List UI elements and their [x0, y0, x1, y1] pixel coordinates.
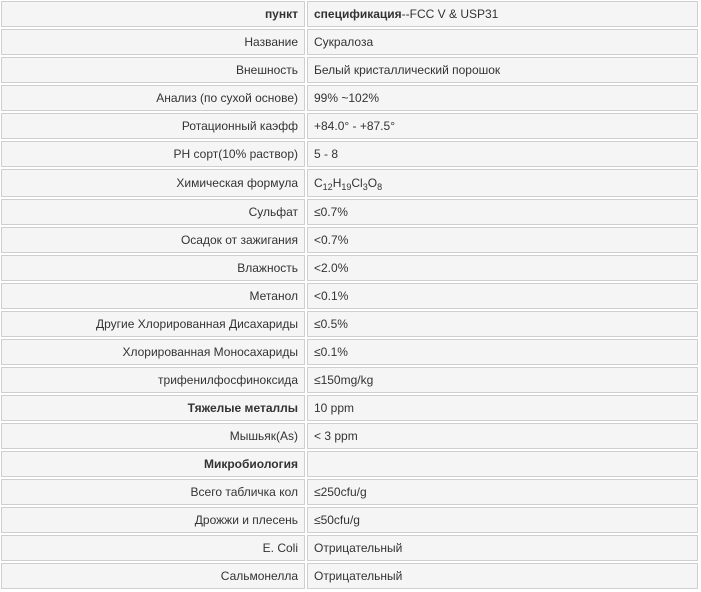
header-value-rest: --FCC V & USP31 [401, 7, 499, 21]
formula-value [307, 169, 698, 197]
row-value: Отрицательный [307, 535, 698, 561]
formula-row [1, 169, 698, 197]
row-label: Сульфат [1, 199, 305, 225]
formula-element-cl: Cl [351, 176, 363, 190]
row-label: Анализ (по сухой основе) [1, 85, 305, 111]
specification-table-body [1, 1, 698, 589]
row-value: 99% ~102% [307, 85, 698, 111]
formula-element-o: O [367, 176, 378, 190]
table-row [1, 311, 698, 337]
row-value: ≤150mg/kg [307, 367, 698, 393]
row-label: Название [1, 29, 305, 55]
formula-subscript: 12 [322, 182, 333, 192]
table-row [1, 283, 698, 309]
table-row [1, 479, 698, 505]
formula-label: Химическая формула [1, 169, 305, 197]
row-label: трифенилфосфиноксида [1, 367, 305, 393]
row-value: ≤0.1% [307, 339, 698, 365]
row-label: Сальмонелла [1, 563, 305, 589]
table-row [1, 141, 698, 167]
table-row [1, 535, 698, 561]
arsenic-value: < 3 ppm [307, 423, 698, 449]
formula-subscript: 8 [377, 182, 383, 192]
row-value: ≤250cfu/g [307, 479, 698, 505]
row-label: Влажность [1, 255, 305, 281]
table-row [1, 563, 698, 589]
row-value: ≤0.7% [307, 199, 698, 225]
heavy-metals-value: 10 ppm [307, 395, 698, 421]
microbiology-header-row [1, 451, 698, 477]
heavy-metals-label: Тяжелые металлы [1, 395, 305, 421]
row-value: <0.1% [307, 283, 698, 309]
header-value [307, 1, 698, 27]
table-row [1, 507, 698, 533]
row-value: +84.0° - +87.5° [307, 113, 698, 139]
row-value: ≤0.5% [307, 311, 698, 337]
row-label: E. Coli [1, 535, 305, 561]
microbiology-header-empty-cell [307, 451, 698, 477]
row-label: Внешность [1, 57, 305, 83]
row-label: Всего табличка кол [1, 479, 305, 505]
table-row [1, 85, 698, 111]
row-value: ≤50cfu/g [307, 507, 698, 533]
row-label: Осадок от зажигания [1, 227, 305, 253]
row-label: Дрожжи и плесень [1, 507, 305, 533]
row-label: Ротационный каэфф [1, 113, 305, 139]
table-row [1, 199, 698, 225]
formula-element-c: C [314, 176, 323, 190]
row-label: PH сорт(10% раствор) [1, 141, 305, 167]
row-value: Белый кристаллический порошок [307, 57, 698, 83]
formula-element-h: H [332, 176, 342, 190]
formula-subscript: 3 [362, 182, 368, 192]
arsenic-row [1, 423, 698, 449]
row-value: Отрицательный [307, 563, 698, 589]
row-value: <0.7% [307, 227, 698, 253]
table-row [1, 367, 698, 393]
table-row [1, 57, 698, 83]
row-label: Хлорированная Моносахариды [1, 339, 305, 365]
header-value-bold: спецификация [314, 7, 402, 21]
row-value: <2.0% [307, 255, 698, 281]
table-row [1, 113, 698, 139]
row-label: Метанол [1, 283, 305, 309]
microbiology-header-label: Микробиология [1, 451, 305, 477]
row-value: Сукралоза [307, 29, 698, 55]
table-row [1, 227, 698, 253]
heavy-metals-row [1, 395, 698, 421]
header-row [1, 1, 698, 27]
row-label: Другие Хлорированная Дисахариды [1, 311, 305, 337]
arsenic-label: Мышьяк(As) [1, 423, 305, 449]
table-row [1, 255, 698, 281]
formula-subscript: 19 [341, 182, 352, 192]
header-label: пункт [1, 1, 305, 27]
table-row [1, 339, 698, 365]
table-row [1, 29, 698, 55]
row-value: 5 - 8 [307, 141, 698, 167]
